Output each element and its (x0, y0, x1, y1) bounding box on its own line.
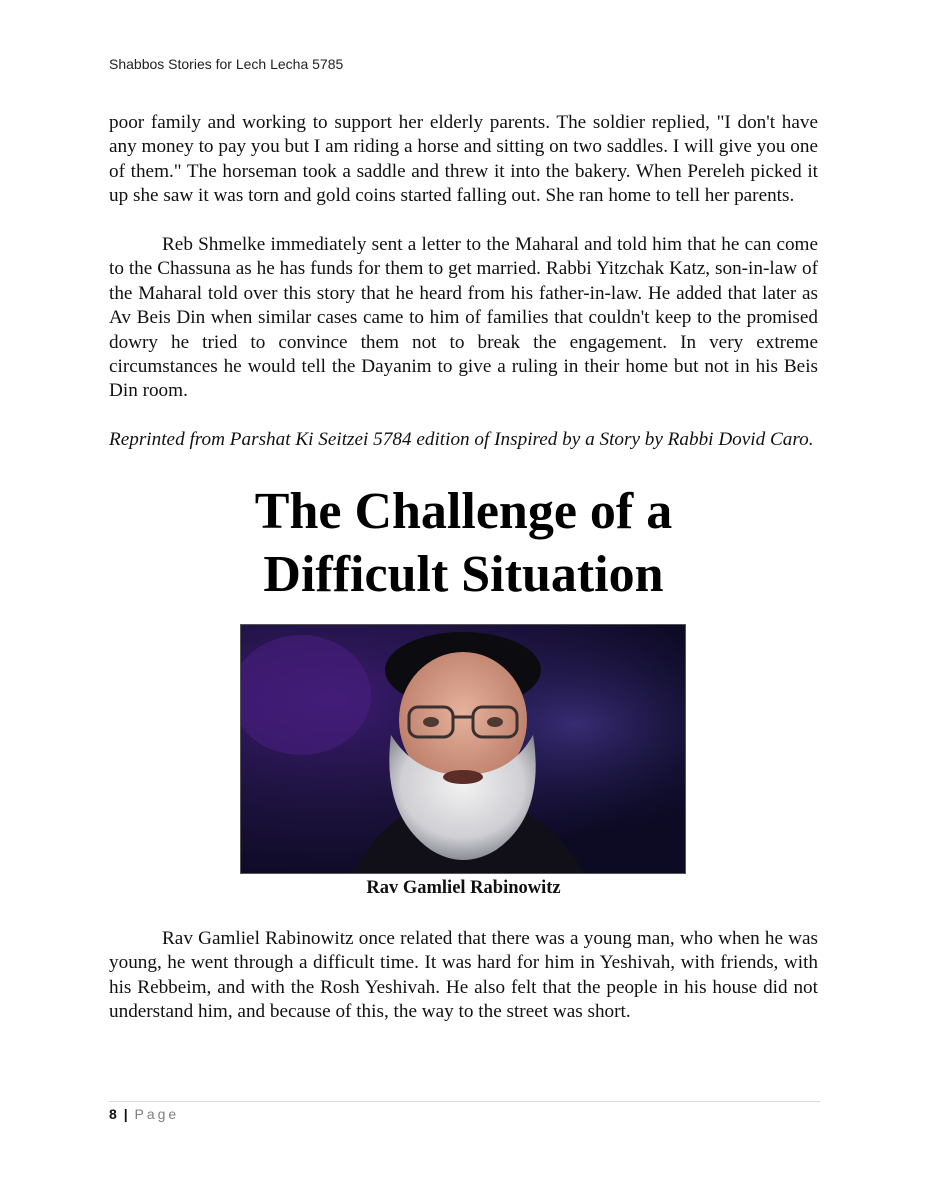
page-label: Page (134, 1106, 180, 1122)
page-footer (109, 1106, 179, 1122)
footer-divider (109, 1101, 820, 1102)
article-title-line-2: Difficult Situation (263, 546, 664, 603)
paragraph-shmelke: Reb Shmelke immediately sent a letter to the Maharal and told him that he can come to the Chassuna as he has funds for them to get married. Rabbi Yitzchak Katz, son-in-law of the Maharal told over this story that he heard from his father-in-law. He added that later as Av Beis Din when similar cases came to him of families that couldn't keep to the promised dowry he tried to convince them not to break the engagement. In very extreme circumstances he would tell the Dayanim to give a ruling in their home but not in his Beis Din room. (109, 234, 818, 402)
page-separator: | (123, 1106, 128, 1122)
photo-caption: Rav Gamliel Rabinowitz (366, 878, 561, 898)
paragraph-continued: poor family and working to support her elderly parents. The soldier replied, "I don't have any money to pay you but I am riding a horse and sitting on two saddles. I will give you one of them." The horseman took a saddle and threw it into the bakery. When Pereleh picked it up she saw it was torn and gold coins started falling out. She ran home to tell her parents. (109, 112, 818, 207)
article-title-line-1: The Challenge of a (254, 483, 673, 540)
running-header: Shabbos Stories for Lech Lecha 5785 (109, 56, 344, 72)
page-number: 8 (109, 1106, 117, 1122)
paragraph-rabinowitz: Rav Gamliel Rabinowitz once related that there was a young man, who when he was young, he went through a difficult time. It was hard for him in Yeshivah, with friends, with his Rebbeim, and with the Rosh Yeshivah. He also felt that the people in his house did not understand him, and because of this, the way to the street was short. (109, 928, 818, 1023)
reprint-credit: Reprinted from Parshat Ki Seitzei 5784 edition of Inspired by a Story by Rabbi Dovid Caro. (109, 429, 814, 450)
portrait-illustration (241, 625, 686, 874)
article-title (109, 480, 818, 606)
portrait-photo (240, 624, 686, 874)
